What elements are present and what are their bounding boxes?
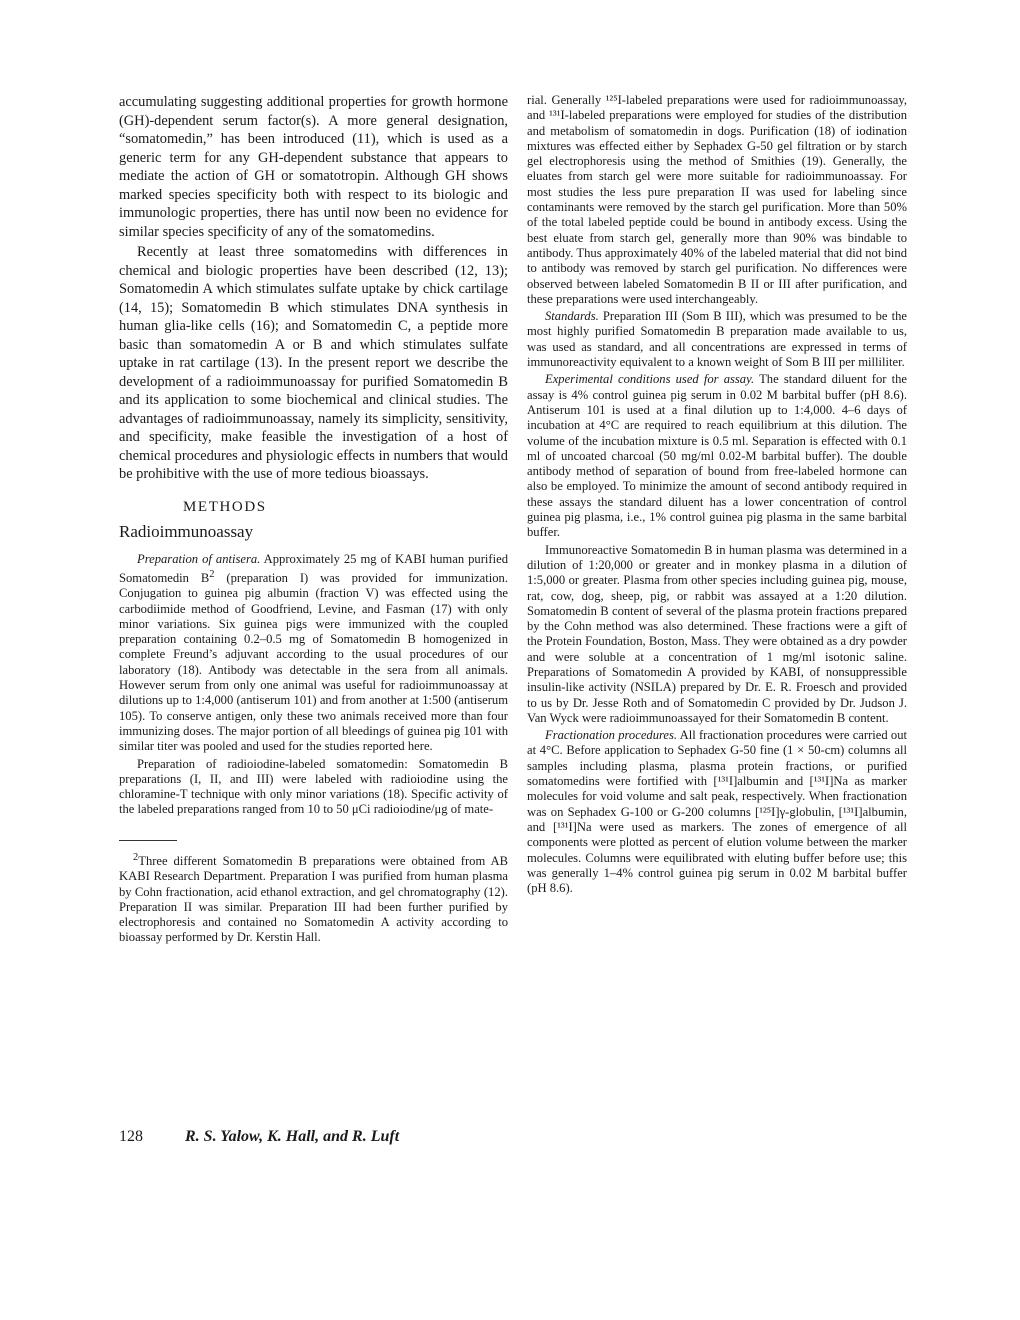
footnote-divider	[119, 840, 177, 841]
footnote-reference: 2	[209, 568, 215, 580]
page-footer	[119, 1128, 619, 1146]
standards-lead: Standards.	[545, 309, 599, 324]
footnote-mark: 2	[133, 851, 139, 863]
methods-text	[119, 552, 508, 818]
fractionation-text: All fractionation procedures were carried out at 4°C. Before application to Sephadex G-50 fine (1 × 50-cm) columns all samples including plasma, plasma protein fractions, or purified somatomedins were fortified with [¹³¹I]albumin and [¹³¹I]Na as marker molecules for void volume and salt peak, respectively. When fractionation was on Sephadex G-100 or G-200 columns [¹²⁵I]γ-globulin, [¹³¹I]albumin, and [¹³¹I]Na were used as markers. The zones of emergence of all components were plotted as percent of elution volume between the marker molecules. Columns were equilibrated with eluting buffer before use; this was generally 1–4% control guinea pig serum in 0.02 M barbital buffer (pH 8.6).	[527, 728, 908, 896]
footnote-text: Three different Somatomedin B preparations were obtained from AB KABI Research Department. Preparation I was purified from human plasma by Cohn fractionation, acid ethanol extraction, and gel chromatography (12). Preparation II was similar. Preparation III had been further purified by electrophoresis and contained no Somatomedin A activity according to bioassay performed by Dr. Kerstin Hall.	[119, 853, 508, 945]
experimental-text: The standard diluent for the assay is 4% control guinea pig serum in 0.02 M barbital buffer (pH 8.6). Antiserum 101 is used at a final dilution up to 1:4,000. 4–6 days of incubation at 4°C are required to reach equilibrium at this dilution. The volume of the incubation mixture is 0.5 ml. Separation is effected with 0.1 ml of uncoated charcoal (50 mg/ml 0.02-M barbital buffer). The double antibody method of separation of bound from free-labeled hormone can also be employed. To minimize the amount of second antibody required in these assays the standard diluent has a lower concentration of control guinea pig plasma, i.e., 1% control guinea pig plasma in the same barbital buffer.	[527, 372, 907, 540]
footnote	[119, 850, 508, 946]
left-column	[119, 93, 508, 946]
labeling-paragraph: rial. Generally ¹²⁵I-labeled preparations were used for radioimmunoassay, and ¹³¹I-labeled preparations were employed for studies of the distribution and metabolism of somatomedin in dogs. Purification (18) of iodination mixtures was effected either by Sephadex G-50 gel filtration or by starch gel electrophoresis using the method of Smithies (19). Generally, the eluates from starch gel were more suitable for radioimmunoassay. For most studies the less pure preparation II was used for labeling since contaminants were removed by the starch gel purification. More than 50% of the total labeled peptide could be bound in antibody excess. Using the best eluate from starch gel, generally more than 90% was bindable to antibody. Thus approximately 40% of the labeled material that did not bind to antibody was removed by starch gel purification. No differences were observed between labeled Somatomedin B II or III after purification, and these preparations were used interchangeably.	[527, 93, 907, 306]
antisera-text-b: (preparation I) was provided for immunization. Conjugation to guinea pig albumin (fraction V) was effected using the carbodiimide method of Goodfriend, Levine, and Fasman (17) with only minor variations. Six guinea pigs were immunized with the coupled preparation containing 0.2–0.5 mg of Somatomedin B homogenized in complete Freund’s adjuvant according to the usual procedures of our laboratory (18). Antibody was detectable in the sera from all animals. However serum from only one animal was useful for radioimmunoassay at dilutions up to 1:4,000 (antiserum 101) and from another at 1:500 (antiserum 105). To conserve antigen, only these two animals received more than four immunizing doses. The major portion of all bleedings of guinea pig 101 with similar titer was pooled and used for the studies reported here.	[119, 570, 508, 754]
page-number: 128	[119, 1128, 143, 1145]
intro-paragraph: accumulating suggesting additional properties for growth hormone (GH)-dependent serum factor(s). A more general designation, “somatomedin,” has been introduced (11), which is used as a generic term for any GH-dependent substance that appears to mediate the action of GH or somatotropin. Although GH shows marked species specificity both with respect to its biologic and immunologic properties, there has until now been no evidence for similar species specificity of any of the somatomedins.	[119, 94, 508, 240]
section-heading-methods: METHODS	[183, 498, 267, 515]
standards-text: Preparation III (Som B III), which was presumed to be the most highly purified Somatomedin B preparation made available to us, was used as standard, and all concentrations are expressed in terms of immunoreactivity equivalent to a known weight of Som B III per milliliter.	[527, 309, 907, 370]
footnote-paragraph	[119, 850, 508, 946]
fractionation-lead: Fractionation procedures.	[545, 728, 678, 743]
intro-text	[119, 93, 508, 484]
running-authors: R. S. Yalow, K. Hall, and R. Luft	[185, 1128, 400, 1145]
immunoreactive-paragraph: Immunoreactive Somatomedin B in human plasma was determined in a dilution of 1:20,000 or greater and in monkey plasma in a dilution of 1:5,000 or greater. Plasma from other species including guinea pig, mouse, rat, cow, dog, sheep, pig, or rabbit was assayed at a 1:20 dilution. Somatomedin B content of several of the plasma protein fractions prepared by the Cohn method was also determined. These fractions were a gift of the Protein Foundation, Boston, Mass. They were obtained as a dry powder and were soluble at a concentration of 1 mg/ml isotonic saline. Preparations of Somatomedin A provided by KABI, of nonsuppressible insulin-like activity (NSILA) prepared by Dr. E. R. Froesch and provided to us by Dr. Jesse Roth and of Somatomedin C provided by Dr. Judson J. Van Wyck were radioimmunoassayed for their Somatomedin B content.	[527, 542, 907, 725]
experimental-conditions-paragraph	[527, 372, 907, 540]
fractionation-paragraph	[527, 728, 907, 896]
subsection-heading-radioimmunoassay: Radioimmunoassay	[119, 521, 254, 541]
experimental-lead: Experimental conditions used for assay.	[545, 372, 755, 387]
right-column	[527, 93, 907, 896]
intro-paragraph: Recently at least three somatomedins with differences in chemical and biologic properties have been described (12, 13); Somatomedin A which stimulates sulfate uptake by chick cartilage (14, 15); Somatomedin B which stimulates DNA synthesis in human glia-like cells (16); and Somatomedin C, a peptide more basic than somatomedin A or B and which stimulates sulfate uptake in rat cartilage (13). In the present report we describe the development of a radioimmunoassay for purified Somatomedin B and its application to some biochemical and clinical studies. The advantages of radioimmunoassay, namely its simplicity, sensitivity, and specificity, make feasible the investigation of a host of chemical procedures and physiologic effects in numbers that would be prohibitive with the use of more tedious bioassays.	[119, 244, 508, 482]
antisera-paragraph	[119, 552, 508, 755]
standards-paragraph	[527, 309, 907, 370]
antisera-lead: Preparation of antisera.	[137, 551, 261, 566]
antisera-text-a: Approximately 25 mg of KABI human purified Somatomedin B	[119, 551, 508, 585]
radioiodine-paragraph: Preparation of radioiodine-labeled somatomedin: Somatomedin B preparations (I, II, and III) were labeled with radioiodine using the chloramine-T technique with only minor variations (18). Specific activity of the labeled preparations ranged from 10 to 50 μCi radioiodine/μg of mate-	[119, 756, 508, 817]
